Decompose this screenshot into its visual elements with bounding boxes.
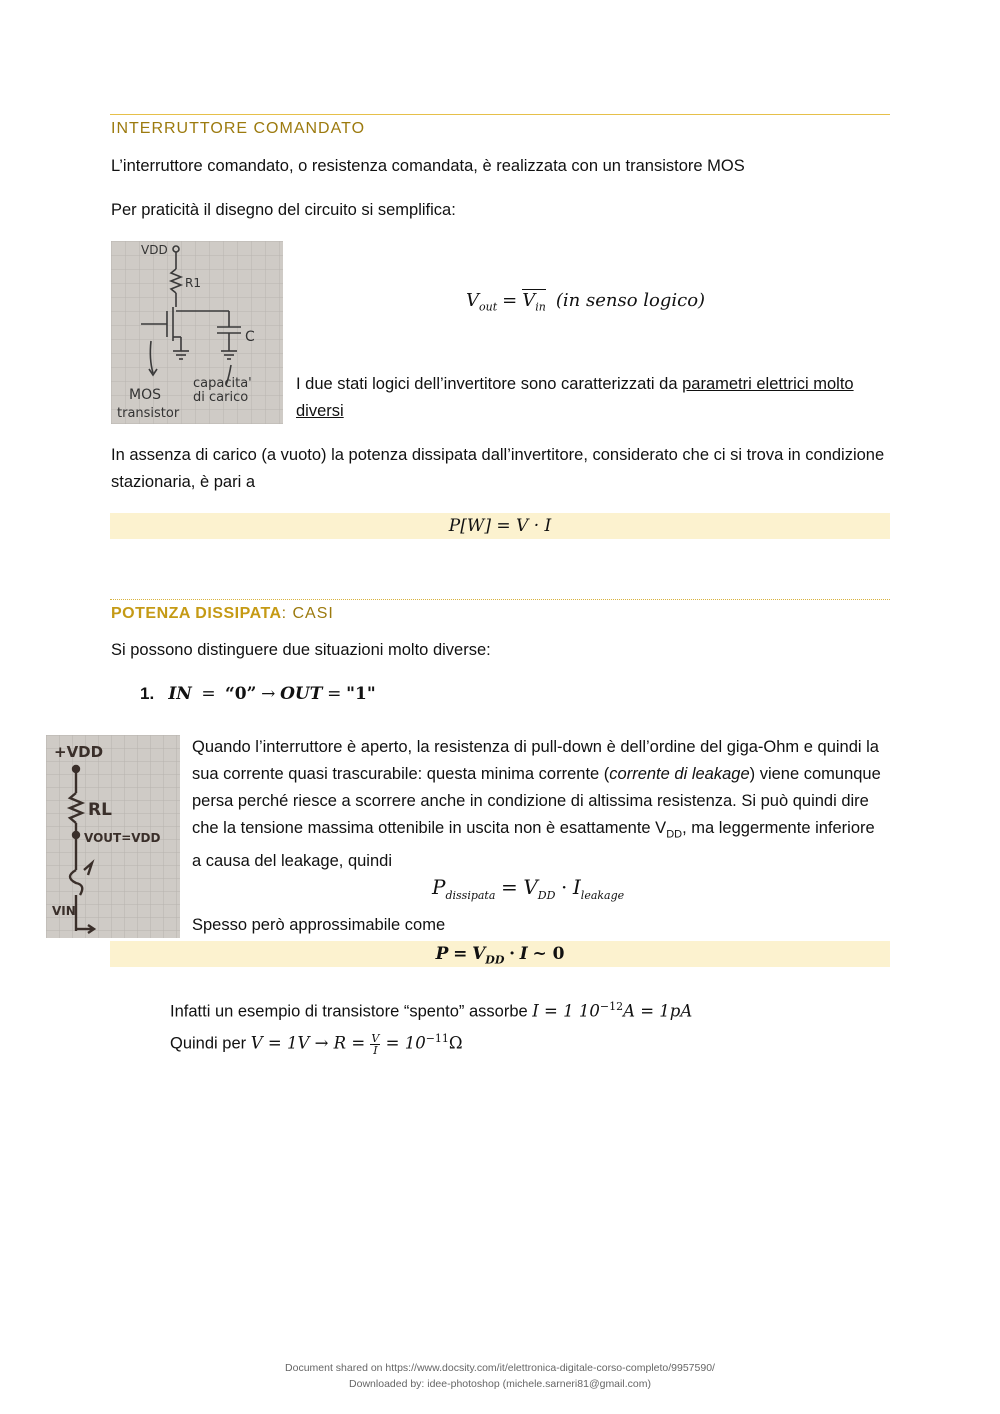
rl-sketch-label: RL (88, 800, 112, 820)
example-current: Infatti un esempio di transistore “spento” assorbe I = 1 $10^{-12}A = 1pA$ (170, 1000, 693, 1021)
vdd-label: VDD (141, 243, 168, 257)
capacita-label: capacita' (193, 376, 252, 391)
dissipated-power-formula: $P_{dissipata} = V_{DD} \cdot I_{leakage}$ (432, 875, 625, 902)
pull-down-sketch-drawing (46, 735, 180, 938)
paragraph-open-switch: Quando l’interruttore è aperto, la resistenza di pull-down è dell’ordine del giga-Ohm e quindi la sua corrente quasi trascurabile: questa minima corrente (corrente di leakage) viene comunque persa perché riesce a scorrere anche in condizione di altissima resistenza. Si può quindi dire che la tensione massima ottenibile in uscita non è esattamente $V_{DD}$, ma leggermente inferiore a causa del leakage, quindi (192, 738, 881, 871)
italic-leakage: corrente di leakage (609, 765, 750, 783)
circuit-sketch-drawing (111, 241, 283, 424)
footer-shared-link[interactable]: Document shared on https://www.docsity.com/it/elettronica-digitale-corso-completo/9957590/ (285, 1362, 715, 1374)
paragraph-no-load: In assenza di carico (a vuoto) la potenza dissipata dall’invertitore, considerato che ci si trova in condizione stazionaria, è pari a (111, 446, 885, 491)
approx-power-formula: $P = V_{DD} \cdot I$ ~ 0 (435, 944, 565, 967)
paragraph-intro: L’interruttore comandato, o resistenza comandata, è realizzata con un transistore MOS (111, 157, 745, 175)
section-title-potenza: POTENZA DISSIPATA: CASI (111, 605, 334, 622)
paragraph-states: I due stati logici dell’invertitore sono caratterizzati da parametri elettrici molto diversi (296, 375, 854, 420)
transistor-label: transistor (117, 406, 180, 421)
vout-sketch-label: VOUT=VDD (84, 831, 161, 845)
footer-downloaded-by: Downloaded by: idee-photoshop (michele.sarneri81@gmail.com) (349, 1378, 651, 1390)
section-title-interruttore: INTERRUTTORE COMANDATO (111, 120, 366, 137)
paragraph-situations: Si possono distinguere due situazioni molto diverse: (111, 641, 491, 659)
underlined-text: parametri elettrici molto diversi (296, 375, 854, 420)
section-rule-dotted (110, 599, 890, 600)
pull-down-sketch-image (46, 735, 180, 938)
fraction-v-over-i: $\frac{V}{I}$ (371, 1031, 380, 1057)
circuit-sketch-image (111, 241, 283, 424)
paragraph-approx: Spesso però approssimabile come (192, 916, 446, 934)
mos-label: MOS (129, 387, 161, 403)
vdd-sketch-label: +VDD (54, 743, 104, 761)
di-carico-label: di carico (193, 390, 249, 405)
vin-sketch-label: VIN (52, 904, 76, 918)
vout-formula: $V_{out} = V_{in}$ (in senso logico) (466, 288, 705, 320)
paragraph-simplify: Per praticità il disegno del circuito si semplifica: (111, 201, 456, 219)
r1-label: R1 (185, 276, 201, 290)
case-1-heading: 1. IN = “0” → OUT = "1" (140, 684, 376, 704)
section-rule (110, 114, 890, 115)
power-formula: P[W] = V · I (448, 516, 552, 536)
c-label: C (245, 329, 255, 345)
example-resistance: Quindi per V = 1V → R = $\frac{V}{I}$ = $10^{-11}\Omega$ (170, 1031, 463, 1057)
